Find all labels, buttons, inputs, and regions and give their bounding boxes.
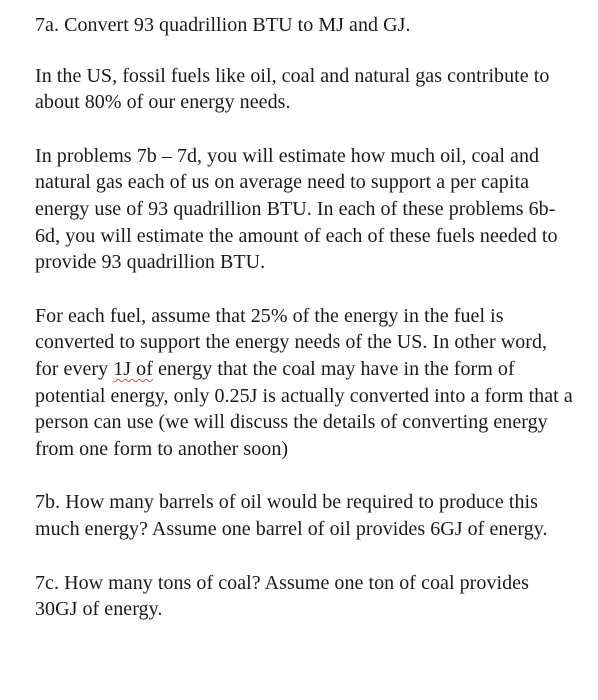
spellcheck-flagged-text: 1J of bbox=[113, 357, 153, 380]
assumption-text-end: energy that the coal may have in the form of potential energy, only 0.25J is actually converted into a form that a person can use (we will discuss the details of converting energy from one form to another soon) bbox=[35, 357, 573, 460]
assumption-text-start: For each fuel, assume that 25% of the energy in the fuel is converted to support the energy needs of the US. In other word, for every bbox=[35, 304, 548, 380]
problems-setup-paragraph: In problems 7b – 7d, you will estimate how much oil, coal and natural gas each of us on average need to support a per capita energy use of 93 quadrillion BTU. In each of these problems 6b-6d, you will estimate the amount of each of these fuels needed to provide 93 quadrillion BTU. bbox=[35, 144, 558, 274]
intro-paragraph: In the US, fossil fuels like oil, coal and natural gas contribute to about 80% of our energy needs. bbox=[35, 64, 550, 114]
question-7b: 7b. How many barrels of oil would be required to produce this much energy? Assume one barrel of oil provides 6GJ of energy. bbox=[35, 491, 548, 540]
question-7a: 7a. Convert 93 quadrillion BTU to MJ and GJ. bbox=[35, 14, 411, 36]
assumption-paragraph bbox=[35, 303, 575, 463]
question-7c: 7c. How many tons of coal? Assume one ton of coal provides 30GJ of energy. bbox=[35, 571, 529, 621]
document-body bbox=[35, 12, 575, 650]
